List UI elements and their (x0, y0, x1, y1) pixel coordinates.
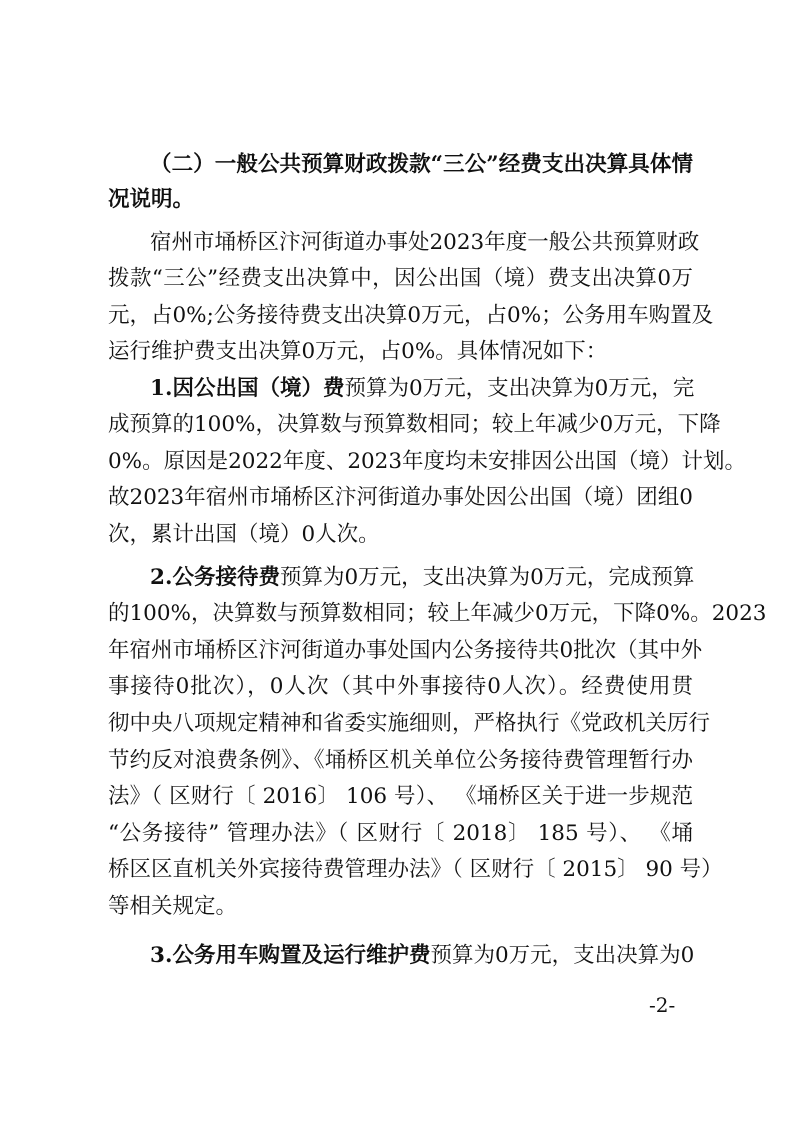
item2-title: 2.公务接待费 (150, 565, 280, 590)
intro-line-4: 运行维护费支出决算0万元，占0%。具体情况如下： (108, 339, 608, 364)
section-heading-line-1: （二）一般公共预算财政拨款“三公”经费支出决算具体情 (150, 152, 693, 177)
section-heading-line-2: 况说明。 (108, 187, 195, 212)
item1-title: 1.因公出国（境）费 (150, 376, 345, 401)
item1-line-5: 次，累计出国（境）0人次。 (108, 522, 380, 547)
item2-line-4: 事接待0批次），0人次（其中外事接待0人次）。经费使用贯 (108, 674, 693, 699)
item2-line-8: “公务接待” 管理办法》（ 区财行〔 2018〕 185 号）、 《埇 (108, 821, 693, 846)
item2-line-3: 年宿州市埇桥区汴河街道办事处国内公务接待共0批次（其中外 (108, 638, 703, 663)
item3-title: 3.公务用车购置及运行维护费 (150, 943, 431, 968)
item3-first-line (150, 941, 693, 971)
item1-first-line (150, 374, 693, 404)
intro-line-1: 宿州市埇桥区汴河街道办事处2023年度一般公共预算财政 (150, 230, 700, 255)
item2-line-7: 法》（ 区财行〔 2016〕 106 号）、 《埇桥区关于进一步规范 (108, 784, 693, 809)
item1-line-2: 成预算的100%，决算数与预算数相同；较上年减少0万元，下降 (108, 412, 721, 437)
item2-line-2: 的100%，决算数与预算数相同；较上年减少0万元，下降0%。2023 (108, 601, 767, 626)
intro-line-2: 拨款“三公”经费支出决算中，因公出国（境）费支出决算0万 (108, 266, 693, 291)
item3-first-rest: 预算为0万元，支出决算为0 (430, 943, 695, 968)
item2-line-5: 彻中央八项规定精神和省委实施细则，严格执行《党政机关厉行 (108, 711, 711, 736)
item2-first-line (150, 563, 693, 593)
item2-line-6: 节约反对浪费条例》、《埇桥区机关单位公务接待费管理暂行办 (108, 748, 693, 773)
item2-first-rest: 预算为0万元，支出决算为0万元，完成预算 (279, 565, 695, 590)
intro-line-3: 元，占0%;公务接待费支出决算0万元，占0%；公务用车购置及 (108, 303, 714, 328)
page-number: -2- (649, 993, 676, 1017)
item2-line-10: 等相关规定。 (108, 894, 238, 919)
item1-line-3: 0%。原因是2022年度、2023年度均未安排因公出国（境）计划。 (108, 449, 747, 474)
item2-line-9: 桥区区直机关外宾接待费管理办法》（ 区财行〔 2015〕 90 号） (108, 857, 723, 882)
item1-line-4: 故2023年宿州市埇桥区汴河街道办事处因公出国（境）团组0 (108, 485, 693, 510)
item1-first-rest: 预算为0万元，支出决算为0万元，完 (344, 376, 695, 401)
